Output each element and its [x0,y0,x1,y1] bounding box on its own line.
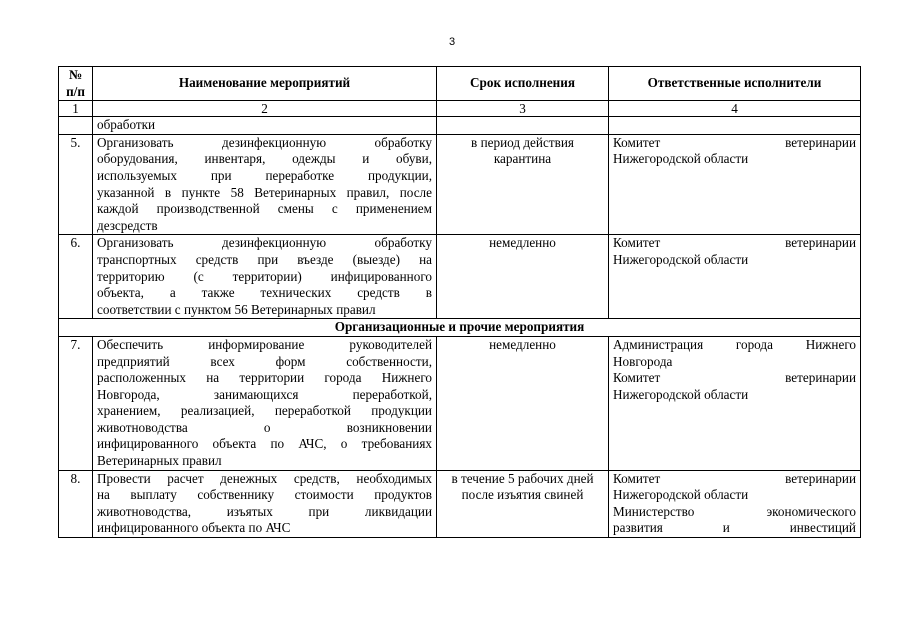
header-measure: Наименование мероприятий [93,67,437,101]
column-index: 3 [437,101,609,117]
term-cell: в течение 5 рабочих дней после изъятия свиней [437,470,609,537]
header-executors: Ответственные исполнители [609,67,861,101]
table-row [59,117,861,135]
measure-cell: Провести расчет денежных средств, необходимых на выплату собственнику стоимости продуктов животноводства, изъятых при ликвидации инфицированного объекта по АЧС [93,470,437,537]
header-num: № п/п [59,67,93,101]
table-row [59,134,861,235]
header-term: Срок исполнения [437,67,609,101]
executors-cell: Комитет ветеринарии Нижегородской области [609,134,861,235]
term-cell: в период действия карантина [437,134,609,235]
term-cell: немедленно [437,235,609,319]
measure-cell: Организовать дезинфекционную обработку оборудования, инвентаря, одежды и обуви, используемых при переработке продукции, указанной в пункте 58 Ветеринарных правил, после каждой производственной смены с применением дезсредств [93,134,437,235]
header-row [59,67,861,101]
measure-cell: Организовать дезинфекционную обработку транспортных средств при въезде (выезде) на территорию (с территории) инфицированного объекта, а также технических средств в соответствии с пунктом 56 Ветеринарных правил [93,235,437,319]
table-row [59,470,861,537]
term-cell: немедленно [437,336,609,470]
table-row [59,235,861,319]
column-index: 1 [59,101,93,117]
section-row [59,319,861,337]
section-title: Организационные и прочие мероприятия [59,319,861,337]
measures-table [58,66,861,538]
row-number: 7. [59,336,93,470]
executors-cell: Комитет ветеринарии Нижегородской области Министерство экономического развития и инвестиций [609,470,861,537]
executors-cell: Администрация города Нижнего Новгорода Комитет ветеринарии Нижегородской области [609,336,861,470]
row-number: 6. [59,235,93,319]
executors-cell: Комитет ветеринарии Нижегородской области [609,235,861,319]
measure-cell: Обеспечить информирование руководителей предприятий всех форм собственности, расположенных на территории города Нижнего Новгорода, занимающихся переработкой, хранением, реализацией, переработкой продукции животноводства о возникновении инфицированного объекта по АЧС, о требованиях Ветеринарных правил [93,336,437,470]
row-number: 8. [59,470,93,537]
column-index: 4 [609,101,861,117]
page-number: 3 [448,36,456,48]
column-index: 2 [93,101,437,117]
table-row [59,336,861,470]
column-index-row [59,101,861,117]
continuation-text: обработки [93,117,437,135]
row-number: 5. [59,134,93,235]
